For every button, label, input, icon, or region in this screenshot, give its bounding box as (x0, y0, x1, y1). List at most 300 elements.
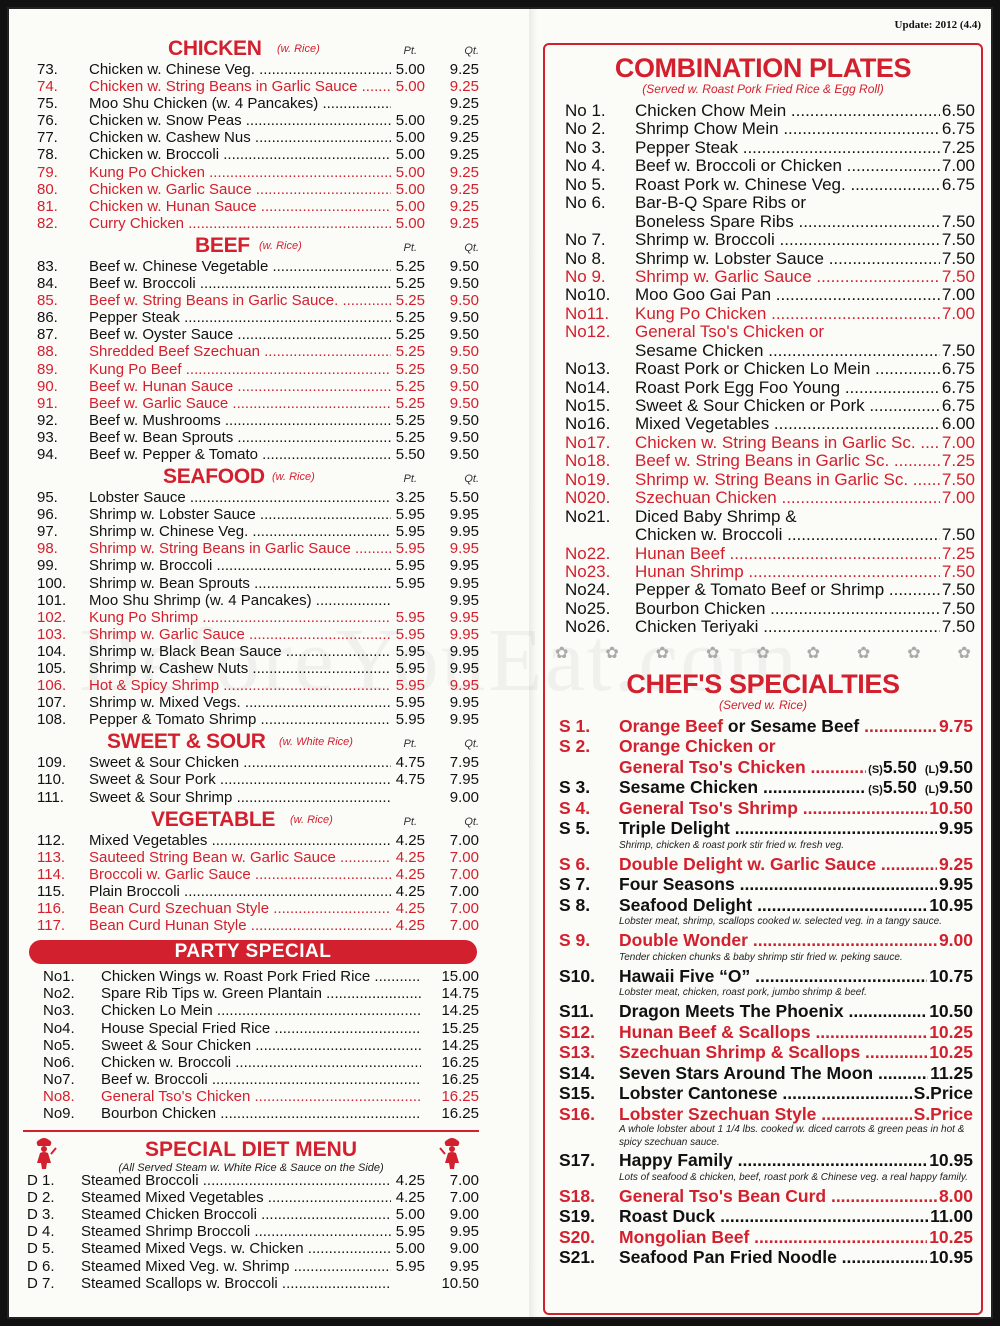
item-name: Broccoli w. Garlic Sauce ..... (89, 866, 391, 883)
item-number: 104. (37, 642, 67, 660)
item-number: No19. (565, 469, 611, 489)
section-header-chicken (23, 37, 479, 61)
price-pint: 5.00 (395, 197, 425, 215)
menu-item-111[interactable] (23, 789, 479, 806)
item-price: 9.95 (938, 818, 973, 839)
chef-item[interactable] (545, 1186, 981, 1207)
combo-item[interactable] (545, 452, 981, 470)
item-number: 78. (37, 146, 58, 164)
item-name: House Special Fried Rice ..... (101, 1020, 421, 1037)
combo-item[interactable] (545, 508, 981, 526)
party-item[interactable] (23, 1071, 479, 1088)
combo-item[interactable] (545, 526, 981, 544)
size-label-large: (L) (924, 784, 939, 797)
price-pint: 5.95 (395, 1223, 425, 1241)
menu-item-105[interactable] (23, 660, 479, 677)
price-pint: 4.25 (395, 882, 425, 900)
chef-item[interactable] (545, 798, 981, 819)
party-item[interactable] (23, 1002, 479, 1019)
item-name: Roast Pork or Chicken Lo Mein ..... (635, 360, 975, 378)
price-pint: 5.25 (395, 309, 425, 327)
item-price: 10.75 (929, 965, 973, 986)
section-note: (w. Rice) (277, 43, 320, 55)
item-price: 16.25 (441, 1104, 479, 1122)
menu-item-77[interactable] (23, 129, 479, 146)
item-name: Mixed Vegetables ..... (635, 415, 975, 433)
item-number: No18. (565, 451, 611, 471)
menu-item-76[interactable] (23, 112, 479, 129)
chef-item[interactable] (545, 930, 981, 951)
combo-item[interactable] (545, 618, 981, 636)
diet-item[interactable] (23, 1189, 479, 1206)
menu-item-89[interactable] (23, 361, 479, 378)
menu-item-106[interactable] (23, 677, 479, 694)
item-name: Bourbon Chicken ..... (101, 1105, 421, 1122)
item-price: 7.50 (941, 211, 975, 231)
menu-item-107[interactable] (23, 694, 479, 711)
item-price: 10.95 (929, 1150, 973, 1171)
price-pint: 5.25 (395, 360, 425, 378)
menu-item-86[interactable] (23, 309, 479, 326)
combo-item[interactable] (545, 471, 981, 489)
item-price: 7.00 (941, 303, 975, 323)
chef-item[interactable] (545, 1206, 981, 1227)
combo-item[interactable] (545, 286, 981, 304)
combo-item[interactable] (545, 563, 981, 581)
size-label-small: (S) (868, 763, 883, 776)
menu-item-115[interactable] (23, 883, 479, 900)
section-title: SWEET & SOUR (107, 730, 266, 754)
item-number: No2. (43, 985, 75, 1003)
price-quart: 9.95 (449, 1257, 479, 1275)
item-name (619, 1001, 973, 1021)
chef-item[interactable] (545, 1150, 981, 1171)
menu-item-114[interactable] (23, 866, 479, 883)
item-name: Chicken w. Broccoli ..... (635, 526, 975, 544)
section-note: (w. Rice) (259, 239, 302, 252)
item-number: 100. (37, 574, 67, 592)
section-header-vegetable (23, 808, 479, 832)
item-name: Moo Shu Shrimp (w. 4 Pancakes) ..... (89, 592, 391, 609)
item-number: S11. (559, 1001, 595, 1022)
item-name: Lobster Sauce ..... (89, 489, 391, 506)
price-pint: 5.25 (395, 326, 425, 344)
item-name-text: Orange Chicken or (619, 736, 776, 757)
combo-item[interactable] (545, 213, 981, 231)
item-number: 95. (37, 489, 58, 507)
price-quart: 9.50 (449, 377, 479, 395)
menu-item-102[interactable] (23, 609, 479, 626)
party-item[interactable] (23, 968, 479, 985)
item-name: Shrimp w. Black Bean Sauce ..... (89, 643, 391, 660)
menu-item-96[interactable] (23, 506, 479, 523)
section-title: VEGETABLE (151, 807, 276, 831)
diet-item[interactable] (23, 1240, 479, 1257)
price-quart: 9.25 (449, 61, 479, 78)
ornament-divider (555, 641, 971, 665)
chef-item[interactable] (545, 757, 981, 778)
diet-item[interactable] (23, 1258, 479, 1275)
party-item[interactable] (23, 1037, 479, 1054)
item-description: A whole lobster about 1 1/4 lbs. cooked w. diced carrots & green peas in hot & spicy szechuan sauce. (619, 1124, 965, 1148)
diet-item[interactable] (23, 1275, 479, 1292)
price-quart: 7.95 (449, 771, 479, 789)
price-pint: 5.00 (395, 112, 425, 130)
combination-note: (Served w. Roast Pork Fried Rice & Egg Roll) (642, 82, 884, 96)
price-quart: 9.25 (449, 163, 479, 181)
item-name: Kung Po Shrimp ..... (89, 609, 391, 626)
chef-icon (31, 1136, 57, 1170)
chef-item[interactable] (545, 777, 981, 798)
menu-item-83[interactable] (23, 258, 479, 275)
item-price: 7.25 (941, 543, 975, 563)
item-price: 9.75 (938, 715, 973, 736)
chef-item[interactable] (545, 1104, 981, 1125)
combo-item[interactable] (545, 434, 981, 452)
menu-item-113[interactable] (23, 849, 479, 866)
price-pint: 5.00 (395, 1206, 425, 1224)
price-quart: 9.95 (449, 625, 479, 643)
item-number: No 4. (565, 156, 606, 176)
item-name: Beef w. Broccoli ..... (101, 1071, 421, 1088)
menu-item-116[interactable] (23, 900, 479, 917)
chef-icon (439, 1136, 465, 1170)
menu-item-110[interactable] (23, 771, 479, 788)
price-quart: 5.50 (449, 489, 479, 507)
section-title: SEAFOOD (163, 465, 265, 489)
price-quart: 7.00 (449, 917, 479, 935)
item-price: 6.75 (941, 396, 975, 415)
price-quart: 7.00 (449, 1189, 479, 1207)
item-price: 7.25 (941, 451, 975, 471)
party-special-banner: PARTY SPECIAL (29, 940, 477, 964)
item-number: S 7. (559, 874, 591, 895)
item-name: Bourbon Chicken ..... (635, 600, 975, 618)
menu-item-78[interactable] (23, 146, 479, 163)
item-name: Beef w. Pepper & Tomato ..... (89, 446, 391, 463)
item-price: 7.50 (941, 525, 975, 545)
price-quart: 9.25 (449, 112, 479, 130)
combo-item[interactable] (545, 194, 981, 212)
combo-item[interactable] (545, 545, 981, 563)
diet-item[interactable] (23, 1223, 479, 1240)
party-item[interactable] (23, 985, 479, 1002)
menu-item-74[interactable] (23, 78, 479, 95)
item-name: Shrimp w. Mixed Vegs. ..... (89, 694, 391, 711)
menu-item-80[interactable] (23, 181, 479, 198)
combo-item[interactable] (545, 231, 981, 249)
price-pint: 5.00 (395, 146, 425, 164)
item-name (619, 1227, 973, 1247)
item-name: Chicken w. String Beans in Garlic Sc. ..... (635, 434, 975, 452)
item-name (619, 1247, 973, 1267)
item-price: S.Price (913, 1103, 973, 1124)
item-number: 97. (37, 523, 58, 541)
item-name (619, 1186, 973, 1206)
party-item[interactable] (23, 1054, 479, 1071)
item-number: 74. (37, 78, 58, 96)
item-name: Shrimp Chow Mein ..... (635, 120, 975, 138)
item-name-text: Dragon Meets The Phoenix (619, 1001, 844, 1022)
chef-item[interactable] (545, 716, 981, 737)
item-number: 77. (37, 129, 58, 147)
combo-item[interactable] (545, 415, 981, 433)
flower-icon: ✿ (655, 644, 670, 662)
item-name: Shrimp w. Garlic Sauce ..... (89, 626, 391, 643)
item-description: Lobster meat, shrimp, scallops cooked w. selected veg. in a tangy sauce. (619, 916, 942, 928)
item-number: D 6. (27, 1257, 55, 1275)
menu-item-81[interactable] (23, 198, 479, 215)
item-name: Sweet & Sour Pork ..... (89, 771, 391, 788)
price-pint: 5.25 (395, 275, 425, 293)
item-name (619, 874, 973, 894)
price-quart: 7.95 (449, 754, 479, 772)
chef-item[interactable] (545, 1227, 981, 1248)
item-name: Pepper Steak ..... (89, 309, 391, 326)
item-name: General Tso's Chicken ..... (101, 1088, 421, 1105)
combo-item[interactable] (545, 600, 981, 618)
menu-item-82[interactable] (23, 215, 479, 232)
item-number: S 3. (559, 777, 591, 798)
item-number: S19. (559, 1206, 595, 1227)
menu-item-109[interactable] (23, 754, 479, 771)
item-number: S 4. (559, 797, 591, 818)
price-pint: 3.25 (395, 489, 425, 507)
item-number: 93. (37, 428, 58, 446)
price-quart: 9.25 (449, 214, 479, 232)
menu-item-73[interactable] (23, 61, 479, 78)
item-name: Mixed Vegetables ..... (89, 832, 391, 849)
chef-item[interactable] (545, 1042, 981, 1063)
diet-item[interactable] (23, 1206, 479, 1223)
item-number: No12. (565, 322, 611, 342)
item-price: 9.95 (938, 874, 973, 895)
chef-item[interactable] (545, 854, 981, 875)
combo-item[interactable] (545, 323, 981, 341)
menu-item-90[interactable] (23, 378, 479, 395)
item-name: Chicken w. Snow Peas ..... (89, 112, 391, 129)
price-quart: 7.00 (449, 882, 479, 900)
item-number: D 4. (27, 1223, 55, 1241)
combo-item[interactable] (545, 489, 981, 507)
menu-item-95[interactable] (23, 489, 479, 506)
flower-icon: ✿ (555, 644, 569, 662)
menu-item-85[interactable] (23, 292, 479, 309)
item-name-text: Happy Family (619, 1150, 733, 1171)
item-name (619, 895, 973, 915)
chef-item[interactable] (545, 1001, 981, 1022)
menu-item-88[interactable] (23, 343, 479, 360)
item-price: 6.75 (941, 359, 975, 379)
chef-item[interactable] (545, 818, 981, 839)
chef-item[interactable] (545, 1022, 981, 1043)
price-pint: 5.00 (395, 214, 425, 232)
item-name: Sweet & Sour Chicken or Pork ..... (635, 397, 975, 415)
menu-item-92[interactable] (23, 412, 479, 429)
item-number: No11. (565, 303, 610, 323)
party-item[interactable] (23, 1105, 479, 1122)
menu-item-108[interactable] (23, 711, 479, 728)
item-number: S12. (559, 1021, 595, 1042)
update-label: Update: 2012 (4.4) (894, 19, 981, 31)
item-name: Hot & Spicy Shrimp ..... (89, 677, 391, 694)
combo-item[interactable] (545, 268, 981, 286)
item-price: S.Price (913, 1083, 973, 1104)
menu-item-93[interactable] (23, 429, 479, 446)
item-price: 8.00 (938, 1185, 973, 1206)
combo-item[interactable] (545, 342, 981, 360)
price-quart: 10.50 (441, 1274, 479, 1292)
price-quart: 9.00 (449, 1206, 479, 1224)
price-pint: 5.25 (395, 343, 425, 361)
combo-item[interactable] (545, 120, 981, 138)
item-price: 14.25 (441, 1002, 479, 1020)
item-number: No 6. (565, 193, 606, 213)
item-number: D 3. (27, 1206, 55, 1224)
item-description: Tender chicken chunks & baby shrimp stir fried w. peking sauce. (619, 951, 903, 963)
party-item[interactable] (23, 1020, 479, 1037)
quart-label: Qt. (464, 738, 479, 751)
item-name: Steamed Mixed Veg. w. Shrimp ..... (81, 1258, 391, 1275)
item-name (619, 966, 973, 986)
combo-item[interactable] (545, 379, 981, 397)
item-name: Pepper & Tomato Beef or Shrimp ..... (635, 581, 975, 599)
item-number: 107. (37, 694, 67, 712)
price-quart: 9.25 (449, 146, 479, 164)
price-pint: 4.75 (395, 754, 425, 772)
price-quart: 9.95 (449, 506, 479, 524)
item-name: Shrimp w. Cashew Nuts ..... (89, 660, 391, 677)
chef-item[interactable] (545, 874, 981, 895)
item-number: 92. (37, 411, 58, 429)
price-pint: 4.75 (395, 771, 425, 789)
price-quart: 9.25 (449, 129, 479, 147)
chef-item[interactable] (545, 1083, 981, 1104)
item-name-text: Double Wonder (619, 930, 748, 951)
item-number: 117. (37, 917, 66, 935)
price-large: 9.50 (938, 777, 973, 798)
item-name: Beef w. Garlic Sauce ..... (89, 395, 391, 412)
item-number: S 8. (559, 894, 591, 915)
item-name (619, 716, 973, 736)
price-quart: 7.00 (449, 1172, 479, 1190)
menu-item-100[interactable] (23, 575, 479, 592)
item-number: No22. (565, 543, 611, 563)
price-pint: 5.95 (395, 557, 425, 575)
price-quart: 9.50 (449, 326, 479, 344)
combo-item[interactable] (545, 250, 981, 268)
item-price: 7.25 (941, 137, 975, 157)
item-name (619, 1206, 973, 1226)
chef-item[interactable] (545, 736, 981, 757)
chef-item[interactable] (545, 1063, 981, 1084)
section-title: BEEF (195, 233, 250, 257)
item-price: 10.50 (929, 797, 973, 818)
price-pint: 5.95 (395, 506, 425, 524)
item-name: Shrimp w. String Beans in Garlic Sc. ..... (635, 471, 975, 489)
chef-item[interactable] (545, 1247, 981, 1268)
menu-item-84[interactable] (23, 275, 479, 292)
item-name: Beef w. Broccoli or Chicken ..... (635, 157, 975, 175)
chef-item[interactable] (545, 895, 981, 916)
diet-item[interactable] (23, 1172, 479, 1189)
item-number: S 9. (559, 930, 591, 951)
combo-item[interactable] (545, 581, 981, 599)
item-number: 84. (37, 275, 58, 293)
combo-item[interactable] (545, 176, 981, 194)
item-description: Lobster meat, chicken, roast pork, jumbo shrimp & beef. (619, 987, 867, 999)
menu-item-91[interactable] (23, 395, 479, 412)
menu-item-94[interactable] (23, 446, 479, 463)
menu-item-75[interactable] (23, 95, 479, 112)
combo-item[interactable] (545, 360, 981, 378)
item-price: 7.50 (941, 617, 975, 637)
item-name-text: Mongolian Beef (619, 1226, 750, 1247)
pint-label: Pt. (403, 815, 417, 828)
item-price: 10.25 (929, 1042, 973, 1063)
item-number: No5. (43, 1036, 75, 1054)
item-number: 83. (37, 257, 58, 275)
combo-item[interactable] (545, 305, 981, 323)
item-name: General Tso's Chicken or (635, 323, 825, 342)
price-pint: 5.95 (395, 1257, 425, 1275)
menu-item-117[interactable] (23, 917, 479, 934)
price-quart: 9.50 (449, 292, 479, 310)
item-name: Shrimp w. String Beans in Garlic Sauce ..... (89, 540, 391, 557)
item-name-text: Seafood Delight (619, 894, 753, 915)
menu-item-103[interactable] (23, 626, 479, 643)
price-pint: 5.25 (395, 292, 425, 310)
item-number: 105. (37, 660, 67, 677)
item-name: Shrimp w. Broccoli ..... (89, 557, 391, 574)
price-pint: 4.25 (395, 865, 425, 883)
menu-item-87[interactable] (23, 326, 479, 343)
item-name: Bean Curd Szechuan Style ..... (89, 900, 391, 917)
item-name: Beef w. Hunan Sauce ..... (89, 378, 391, 395)
combo-item[interactable] (545, 139, 981, 157)
item-number: No14. (565, 377, 611, 397)
item-name (619, 798, 973, 818)
menu-item-104[interactable] (23, 643, 479, 660)
price-pint: 5.00 (395, 1240, 425, 1258)
menu-item-99[interactable] (23, 557, 479, 574)
special-diet-title: SPECIAL DIET MENU (145, 1138, 357, 1162)
item-name: Shrimp w. Broccoli ..... (635, 231, 975, 249)
menu-item-98[interactable] (23, 540, 479, 557)
menu-item-97[interactable] (23, 523, 479, 540)
combo-item[interactable] (545, 397, 981, 415)
item-price: 15.25 (441, 1019, 479, 1037)
menu-item-101[interactable] (23, 592, 479, 609)
party-item[interactable] (23, 1088, 479, 1105)
item-number: 115. (37, 882, 66, 900)
item-number: 90. (37, 377, 58, 395)
item-price: 7.50 (941, 230, 975, 250)
combo-item[interactable] (545, 157, 981, 175)
chef-item[interactable] (545, 966, 981, 987)
item-price: 7.50 (941, 469, 975, 489)
item-number: 108. (37, 711, 67, 729)
item-name (619, 1042, 973, 1062)
menu-item-112[interactable] (23, 832, 479, 849)
price-quart: 9.95 (449, 574, 479, 592)
item-name: Chicken w. String Beans in Garlic Sauce ..... (89, 78, 391, 95)
price-pint: 5.00 (395, 61, 425, 78)
item-name (619, 736, 973, 756)
menu-item-79[interactable] (23, 164, 479, 181)
combo-item[interactable] (545, 102, 981, 120)
item-name: Chicken Teriyaki ..... (635, 618, 975, 636)
